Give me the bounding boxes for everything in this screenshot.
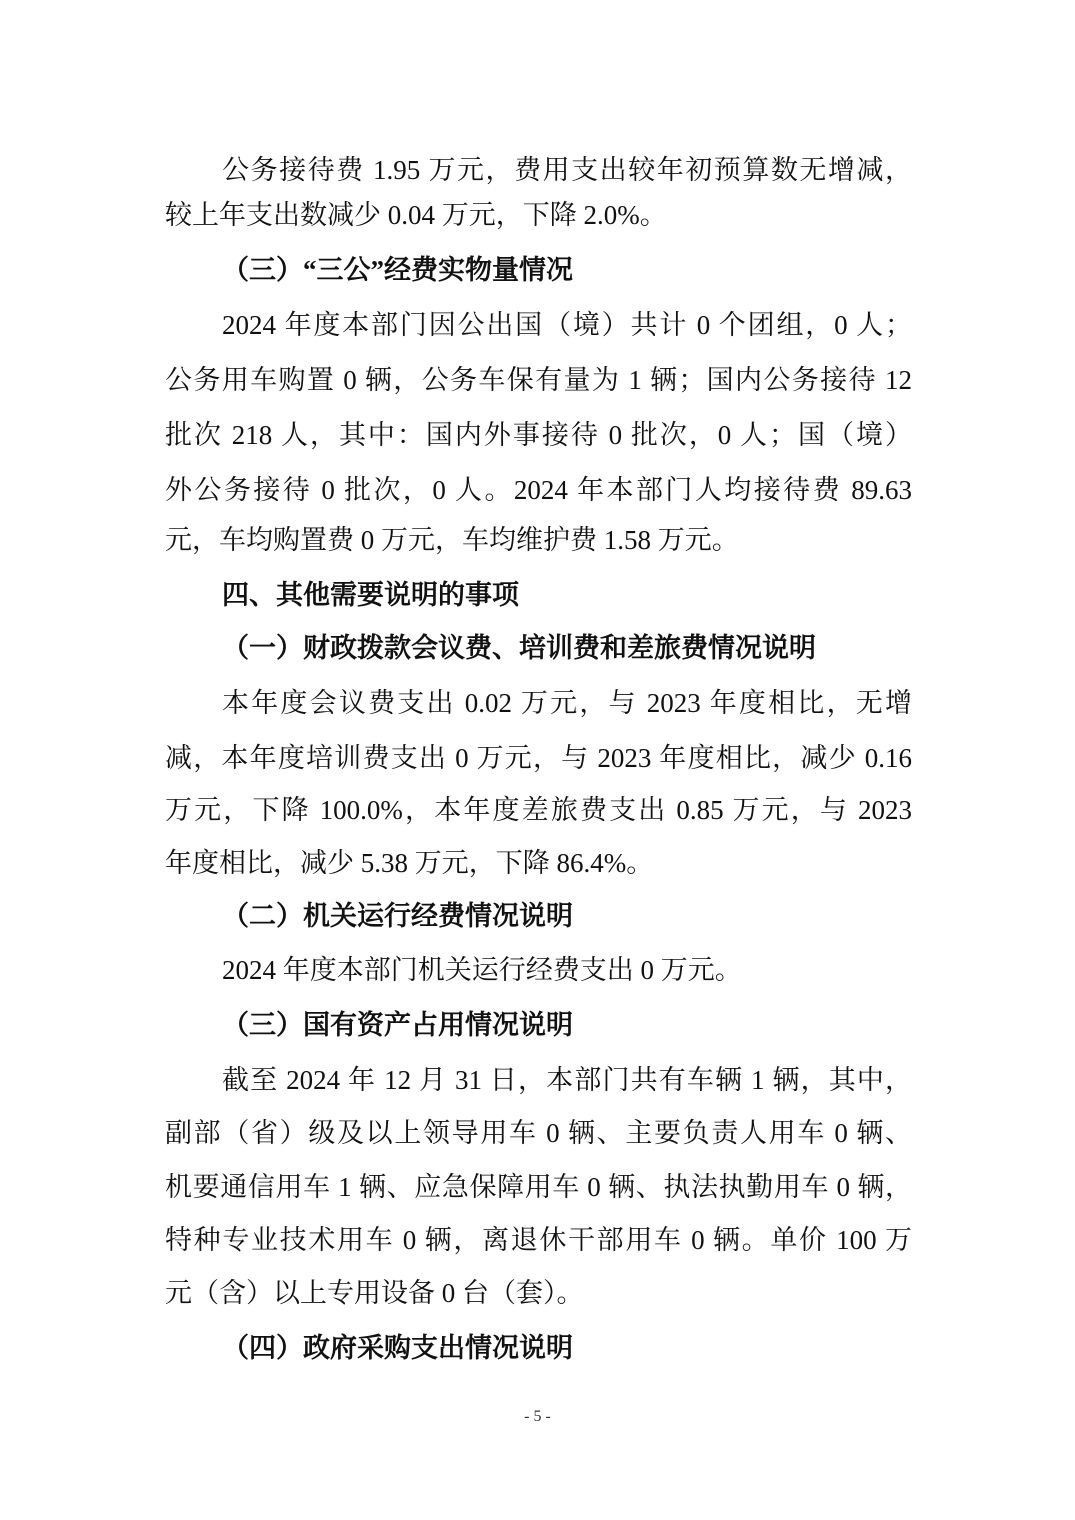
paragraph-line: 特种专业技术用车 0 辆，离退休干部用车 0 辆。单价 100 万 xyxy=(165,1225,912,1255)
section-heading: （三）“三公”经费实物量情况 xyxy=(222,255,573,285)
paragraph-line: 万元，下降 100.0%，本年度差旅费支出 0.85 万元，与 2023 xyxy=(165,795,912,825)
section-heading: （一）财政拨款会议费、培训费和差旅费情况说明 xyxy=(222,633,816,663)
paragraph-line: 公务接待费 1.95 万元，费用支出较年初预算数无增减， xyxy=(222,155,912,185)
paragraph-line: 年度相比，减少 5.38 万元，下降 86.4%。 xyxy=(165,848,654,878)
section-heading: （二）机关运行经费情况说明 xyxy=(222,901,573,931)
paragraph-line: 较上年支出数减少 0.04 万元，下降 2.0%。 xyxy=(165,200,667,230)
paragraph-line: 截至 2024 年 12 月 31 日，本部门共有车辆 1 辆，其中， xyxy=(222,1065,912,1095)
paragraph-line: 元，车均购置费 0 万元，车均维护费 1.58 万元。 xyxy=(165,525,739,555)
paragraph-line: 减，本年度培训费支出 0 万元，与 2023 年度相比，减少 0.16 xyxy=(165,743,912,773)
page-number: - 5 - xyxy=(524,1408,551,1425)
section-heading: （四）政府采购支出情况说明 xyxy=(222,1333,573,1363)
paragraph-line: 元（含）以上专用设备 0 台（套）。 xyxy=(165,1278,584,1308)
section-heading: 四、其他需要说明的事项 xyxy=(222,580,519,610)
paragraph-line: 机要通信用车 1 辆、应急保障用车 0 辆、执法执勤用车 0 辆， xyxy=(165,1172,912,1202)
paragraph-line: 外公务接待 0 批次，0 人。2024 年本部门人均接待费 89.63 xyxy=(165,475,912,505)
paragraph-line: 批次 218 人，其中：国内外事接待 0 批次，0 人；国（境） xyxy=(165,420,912,450)
paragraph-line: 2024 年度本部门机关运行经费支出 0 万元。 xyxy=(222,955,742,985)
paragraph-line: 副部（省）级及以上领导用车 0 辆、主要负责人用车 0 辆、 xyxy=(165,1118,912,1148)
paragraph-line: 公务用车购置 0 辆，公务车保有量为 1 辆；国内公务接待 12 xyxy=(165,365,912,395)
paragraph-line: 本年度会议费支出 0.02 万元，与 2023 年度相比，无增 xyxy=(222,688,912,718)
paragraph-line: 2024 年度本部门因公出国（境）共计 0 个团组，0 人； xyxy=(222,310,912,340)
section-heading: （三）国有资产占用情况说明 xyxy=(222,1010,573,1040)
